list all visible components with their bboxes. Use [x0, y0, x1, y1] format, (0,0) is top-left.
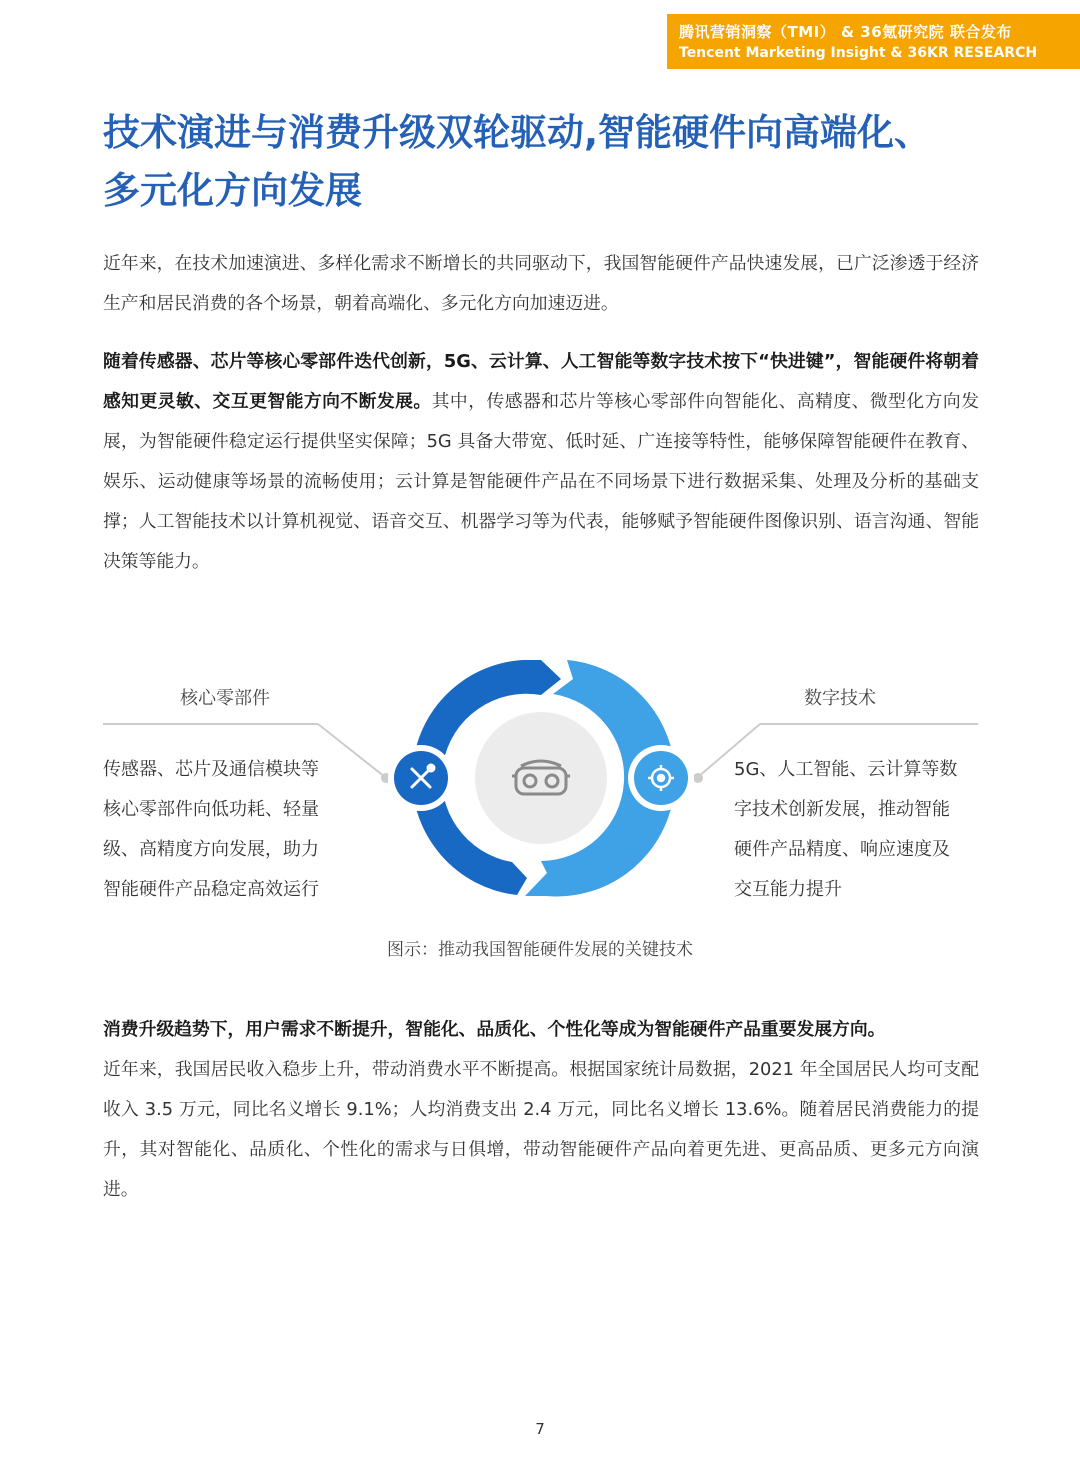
right-block-line: 硬件产品精度、响应速度及: [734, 839, 950, 860]
tech-paragraph: [103, 342, 979, 582]
left-connector-diagonal: [318, 724, 385, 777]
right-block-line: 交互能力提升: [734, 879, 842, 900]
consumption-paragraph: [103, 1010, 979, 1210]
page-number: 7: [535, 1420, 545, 1438]
publisher-badge: [667, 14, 1080, 69]
left-block-line: 智能硬件产品稳定高效运行: [103, 879, 319, 900]
ring-center: [475, 712, 607, 844]
left-block-text: [103, 750, 319, 910]
tech-paragraph-lead: 随着传感器、芯片等核心零部件迭代创新，5G、云计算、人工智能等数字技术按下“快进键”，智能硬件将朝着感知更灵敏、交互更智能方向不断发展。: [103, 351, 979, 412]
intro-paragraph: 近年来，在技术加速演进、多样化需求不断增长的共同驱动下，我国智能硬件产品快速发展，已广泛渗透于经济生产和居民消费的各个场景，朝着高端化、多元化方向加速迈进。: [103, 253, 979, 314]
left-block-line: 传感器、芯片及通信模块等: [103, 759, 319, 780]
figure-caption: 图示：推动我国智能硬件发展的关键技术: [387, 940, 693, 960]
right-block-title: 数字技术: [804, 688, 876, 709]
right-connector-dot: [693, 773, 703, 783]
consumption-paragraph-body: 近年来，我国居民收入稳步上升，带动消费水平不断提高。根据国家统计局数据，2021 年全国居民人均可支配收入 3.5 万元，同比名义增长 9.1%；人均消费支出 2.4 万元，同比名义增长 13.6%。随着居民消费能力的提升，其对智能化、品质化、个性化的需求与日俱增，带动智能硬件产品向着更先进、更高品质、更多元方向演进。: [103, 1059, 979, 1200]
tech-paragraph-body: 其中，传感器和芯片等核心零部件向智能化、高精度、微型化方向发展，为智能硬件稳定运行提供坚实保障；5G 具备大带宽、低时延、广连接等特性，能够保障智能硬件在教育、娱乐、运动健康等场景的流畅使用；云计算是智能硬件产品在不同场景下进行数据采集、处理及分析的基础支撑；人工智能技术以计算机视觉、语音交互、机器学习等为代表，能够赋予智能硬件图像识别、语言沟通、智能决策等能力。: [103, 391, 979, 572]
page-title-line1: 技术演进与消费升级双轮驱动,智能硬件向高端化、: [103, 111, 932, 154]
page-title: [103, 104, 1003, 220]
publisher-line-cn: 腾讯营销洞察（TMI） & 36氪研究院 联合发布: [679, 23, 1012, 41]
right-block-line: 字技术创新发展，推动智能: [734, 799, 950, 820]
left-block-title: 核心零部件: [180, 688, 270, 709]
left-block-line: 核心零部件向低功耗、轻量: [103, 799, 319, 820]
left-block-line: 级、高精度方向发展，助力: [103, 839, 319, 860]
right-block-line: 5G、人工智能、云计算等数: [734, 759, 958, 780]
consumption-paragraph-lead: 消费升级趋势下，用户需求不断提升，智能化、品质化、个性化等成为智能硬件产品重要发展方向。: [103, 1019, 886, 1040]
right-block-text: [734, 750, 957, 910]
page-title-line2: 多元化方向发展: [103, 169, 362, 212]
key-tech-diagram: [0, 640, 1080, 980]
publisher-line-en: Tencent Marketing Insight & 36KR RESEARCH: [679, 45, 1038, 61]
